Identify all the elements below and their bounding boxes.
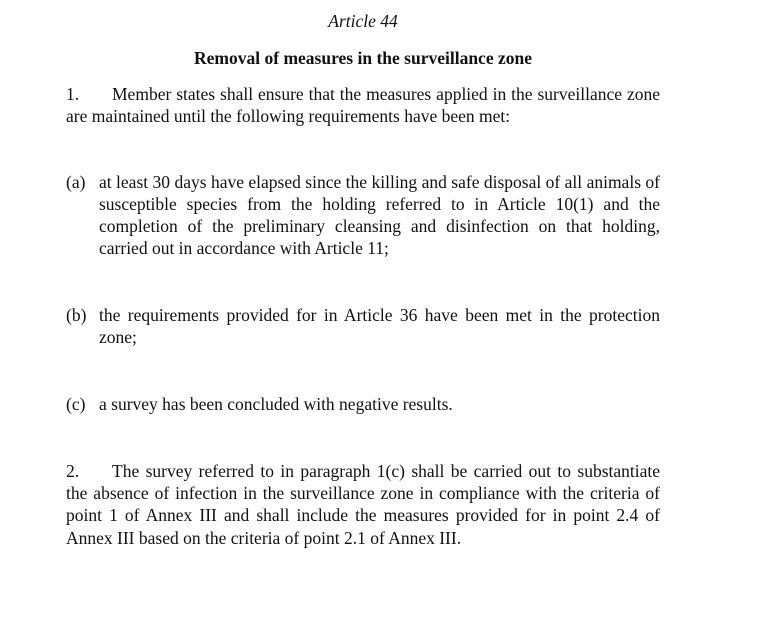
list-item-c-text: a survey has been concluded with negative results. (99, 394, 453, 415)
paragraph-2 (66, 460, 660, 549)
list-item-a-text: at least 30 days have elapsed since the killing and safe disposal of all animals of susceptible species from the holding referred to in Article 10(1) and the completion of the preliminary cleansing and disinfection on that holding, carried out in accordance with Article 11; (99, 171, 660, 259)
paragraph-1-number: 1. (66, 84, 80, 104)
article-number: Article 44 (328, 11, 398, 31)
list-item-b-text: the requirements provided for in Article 36 have been met in the protection zone; (99, 304, 660, 348)
list-item-c-label: (c) (66, 394, 86, 415)
paragraph-2-text: The survey referred to in paragraph 1(c) shall be carried out to substantiate the absence of infection in the surveillance zone in compliance with the criteria of point 1 of Annex III and shall include the measures provided for in point 2.4 of Annex III based on the criteria of point 2.1 of Annex III. (66, 460, 660, 548)
list-item-a (66, 171, 660, 260)
list-item-b-label: (b) (66, 304, 87, 325)
list-item-c (66, 393, 660, 415)
article-title: Removal of measures in the surveillance zone (194, 48, 532, 68)
document-page (66, 10, 660, 549)
paragraph-1-text: Member states shall ensure that the measures applied in the surveillance zone are maintained until the following requirements have been met: (66, 84, 660, 127)
paragraph-1 (66, 83, 660, 128)
paragraph-2-number: 2. (66, 460, 80, 481)
list-item-a-label: (a) (66, 171, 86, 192)
list-item-b (66, 304, 660, 349)
